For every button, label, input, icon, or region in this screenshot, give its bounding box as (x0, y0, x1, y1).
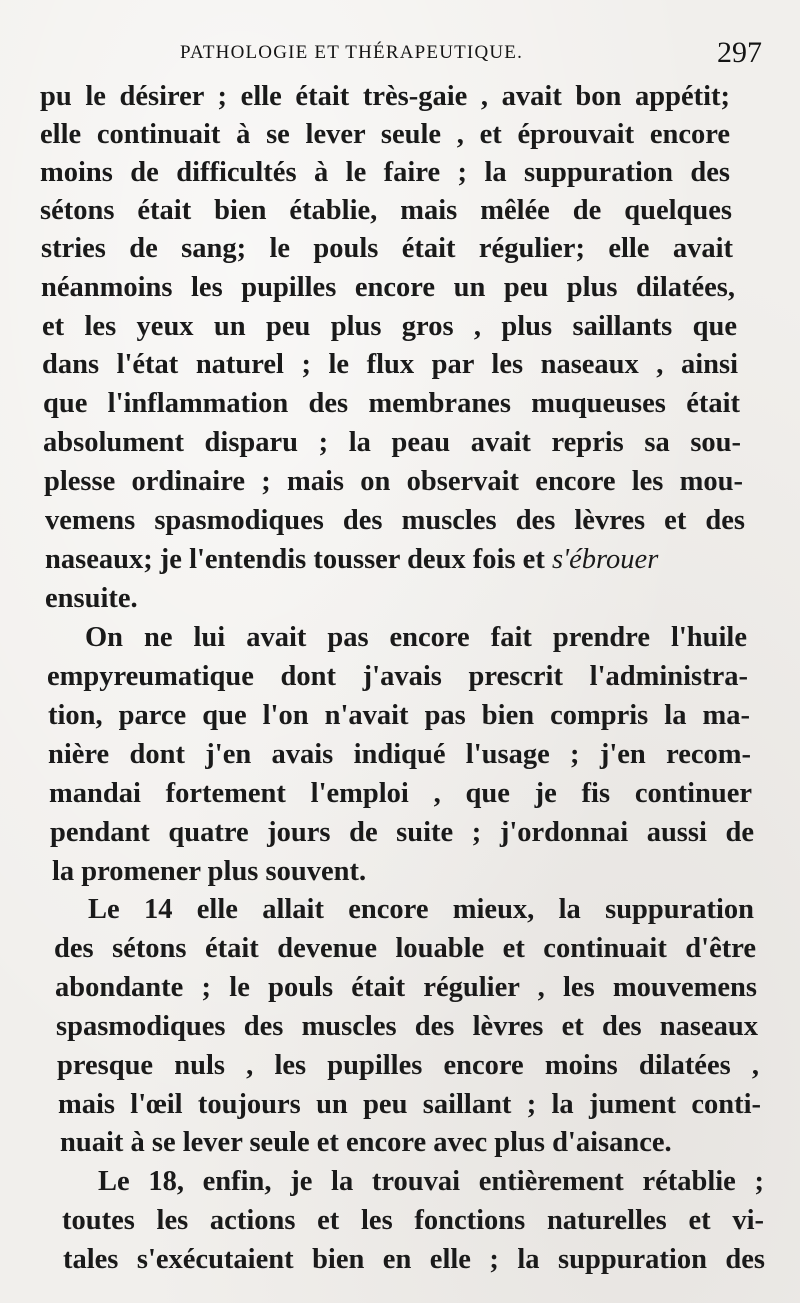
text-line: Le 14 elle allait encore mieux, la suppuration (88, 894, 754, 925)
text-line: tion, parce que l'on n'avait pas bien compris la ma- (48, 700, 750, 731)
text-line: la promener plus souvent. (52, 856, 367, 887)
running-title: PATHOLOGIE ET THÉRAPEUTIQUE. (180, 42, 524, 63)
text-line: des sétons était devenue louable et continuait d'être (54, 933, 756, 964)
running-head (40, 36, 762, 76)
page-number: 297 (717, 36, 762, 69)
text-line: Le 18, enfin, je la trouvai entièrement rétablie ; (98, 1166, 764, 1197)
text-line: sétons était bien établie, mais mêlée de quelques (40, 195, 732, 226)
text-line: absolument disparu ; la peau avait repris sa sou- (43, 427, 741, 458)
text-line: spasmodiques des muscles des lèvres et des naseaux (56, 1011, 758, 1042)
text-line-with-italic (45, 541, 745, 579)
text-line: dans l'état naturel ; le flux par les naseaux , ainsi (42, 349, 738, 380)
text-line: que l'inflammation des membranes muqueuses était (43, 388, 740, 419)
text-line: et les yeux un peu plus gros , plus saillants que (42, 311, 737, 342)
text-line: stries de sang; le pouls était régulier; elle avait (41, 233, 733, 264)
text-line: On ne lui avait pas encore fait prendre l'huile (85, 622, 747, 653)
text-line: plesse ordinaire ; mais on observait encore les mou- (44, 466, 743, 497)
text-line: néanmoins les pupilles encore un peu plus dilatées, (41, 272, 735, 303)
text-line: nuait à se lever seule et encore avec plus d'aisance. (60, 1127, 672, 1158)
text-line: toutes les actions et les fonctions naturelles et vi- (62, 1205, 764, 1236)
text-line: abondante ; le pouls était régulier , les mouvemens (55, 972, 757, 1003)
text-line: ensuite. (45, 583, 138, 614)
text-line: tales s'exécutaient bien en elle ; la suppuration des (63, 1244, 765, 1275)
text-line: nière dont j'en avais indiqué l'usage ; j'en recom- (48, 739, 751, 770)
text-line: mais l'œil toujours un peu saillant ; la jument conti- (58, 1089, 761, 1120)
text-line: elle continuait à se lever seule , et éprouvait encore (40, 119, 730, 150)
text-line: pu le désirer ; elle était très-gaie , avait bon appétit; (40, 81, 730, 112)
italic-phrase: s'ébrouer (551, 544, 659, 575)
text-line: empyreumatique dont j'avais prescrit l'administra- (47, 661, 748, 692)
text-line: presque nuls , les pupilles encore moins dilatées , (57, 1050, 759, 1081)
text-line: moins de difficultés à le faire ; la suppuration des (40, 157, 730, 188)
text-line: mandai fortement l'emploi , que je fis continuer (49, 778, 752, 809)
text-line: vemens spasmodiques des muscles des lèvres et des (45, 505, 745, 536)
text-line-part: naseaux; je l'entendis tousser deux fois et (45, 544, 545, 575)
text-line: pendant quatre jours de suite ; j'ordonnai aussi de (50, 817, 754, 848)
